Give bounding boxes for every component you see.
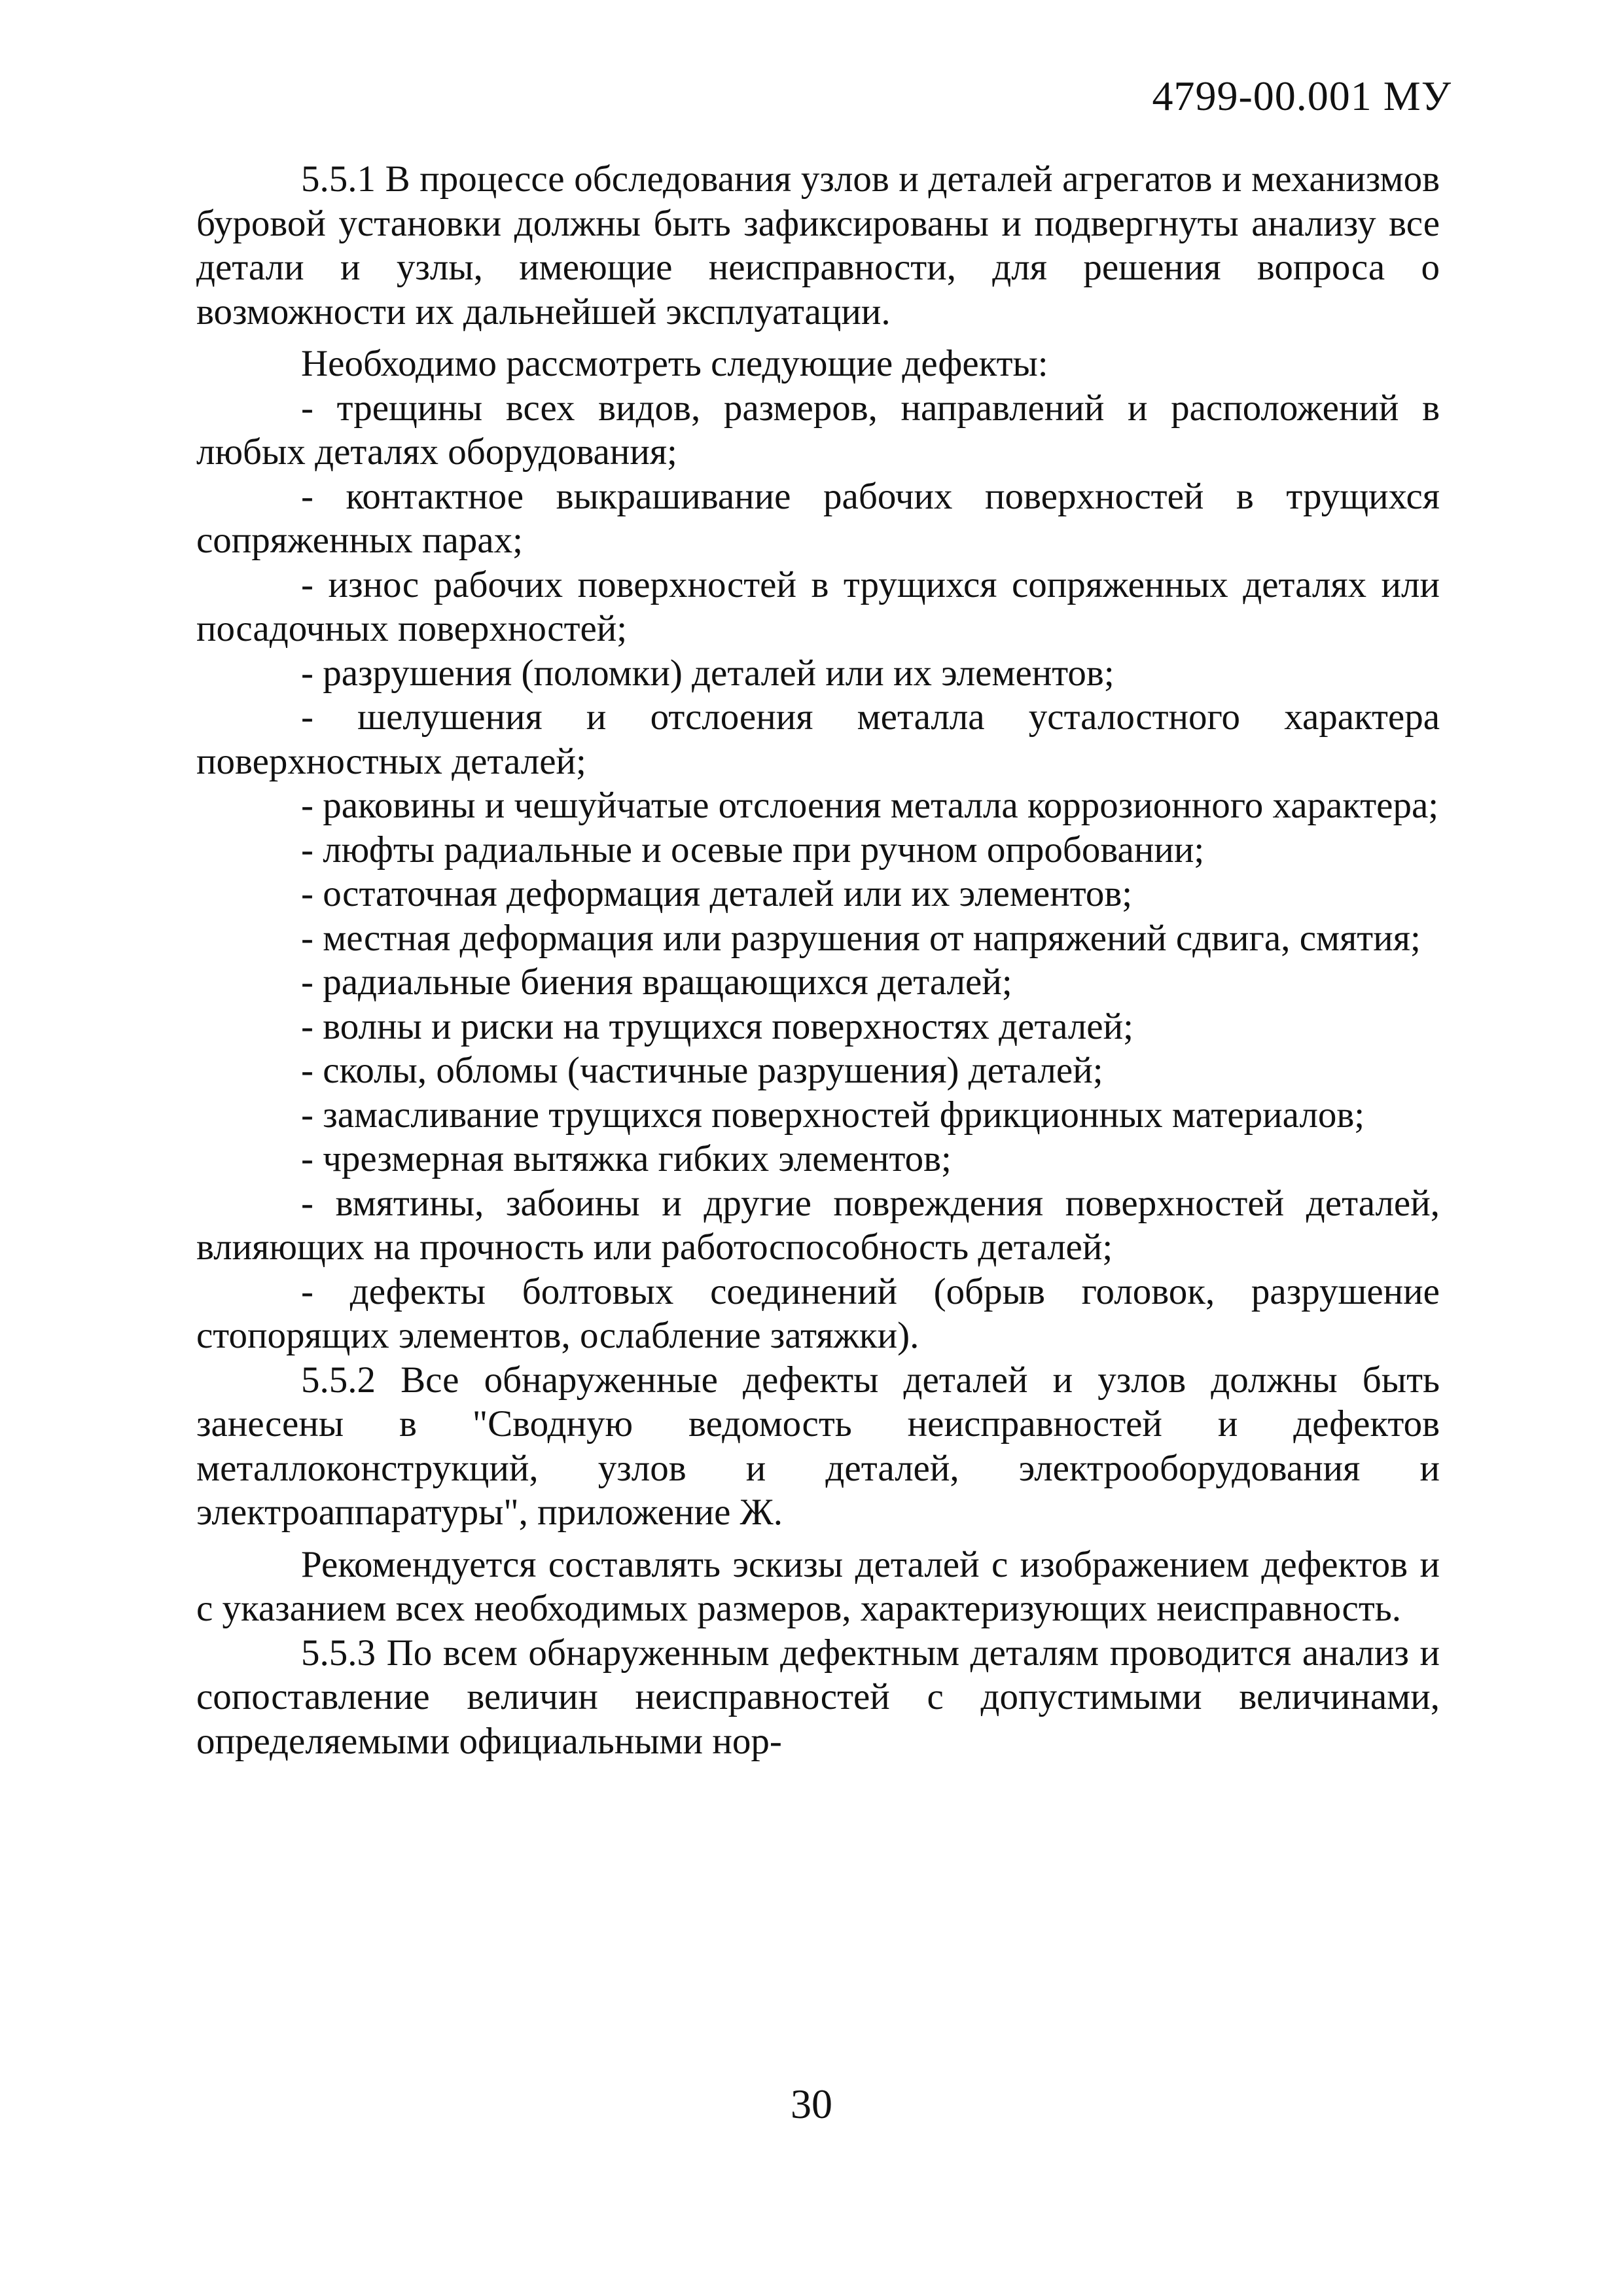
paragraph-5-5-2: 5.5.2 Все обнаруженные дефекты деталей и узлов должны быть занесены в "Сводную ведомость неисправностей и дефектов металлоконструкций, узлов и деталей, электрооборудования и электроаппаратуры", приложение Ж. bbox=[196, 1359, 1440, 1533]
paragraph-5-5-3: 5.5.3 По всем обнаруженным дефектным деталям проводится анализ и сопоставление величин неисправностей с допустимыми величинами, определяемыми официальными нор- bbox=[196, 1632, 1440, 1762]
defect-item: - разрушения (поломки) деталей или их элементов; bbox=[301, 652, 1115, 694]
defect-item: - сколы, обломы (частичные разрушения) деталей; bbox=[301, 1050, 1103, 1091]
defect-item: - шелушения и отслоения металла усталостного характера поверхностных деталей; bbox=[196, 696, 1440, 782]
defect-item: - дефекты болтовых соединений (обрыв головок, разрушение стопорящих элементов, ослабление затяжки). bbox=[196, 1270, 1440, 1356]
defect-item: - трещины всех видов, размеров, направлений и расположений в любых деталях оборудования; bbox=[196, 387, 1440, 473]
defects-intro: Необходимо рассмотреть следующие дефекты: bbox=[301, 343, 1048, 384]
defect-item: - люфты радиальные и осевые при ручном опробовании; bbox=[301, 829, 1205, 870]
defect-item: - остаточная деформация деталей или их элементов; bbox=[301, 873, 1133, 914]
defect-item: - раковины и чешуйчатые отслоения металла коррозионного характера; bbox=[301, 785, 1439, 826]
defect-item: - волны и риски на трущихся поверхностях деталей; bbox=[301, 1005, 1133, 1047]
document-code: 4799-00.001 МУ bbox=[1152, 73, 1452, 119]
defect-item: - замасливание трущихся поверхностей фрикционных материалов; bbox=[301, 1094, 1365, 1136]
defect-item: - местная деформация или разрушения от напряжений сдвига, смятия; bbox=[301, 917, 1421, 959]
defect-item: - чрезмерная вытяжка гибких элементов; bbox=[301, 1138, 952, 1179]
paragraph-5-5-1: 5.5.1 В процессе обследования узлов и деталей агрегатов и механизмов буровой установки должны быть зафиксированы и подвергнуты анализу все детали и узлы, имеющие неисправности, для решения вопроса о возможности их дальнейшей эксплуатации. bbox=[196, 158, 1440, 332]
recommendation-paragraph: Рекомендуется составлять эскизы деталей с изображением дефектов и с указанием всех необходимых размеров, характеризующих неисправность. bbox=[196, 1543, 1440, 1629]
page-number: 30 bbox=[791, 2081, 832, 2127]
document-body bbox=[196, 157, 1440, 1763]
defect-item: - радиальные биения вращающихся деталей; bbox=[301, 961, 1012, 1003]
defect-item: - износ рабочих поверхностей в трущихся сопряженных деталях или посадочных поверхностей; bbox=[196, 564, 1440, 649]
defect-item: - вмятины, забоины и другие повреждения поверхностей деталей, влияющих на прочность или работоспособность деталей; bbox=[196, 1182, 1440, 1268]
defect-item: - контактное выкрашивание рабочих поверхностей в трущихся сопряженных парах; bbox=[196, 475, 1440, 561]
